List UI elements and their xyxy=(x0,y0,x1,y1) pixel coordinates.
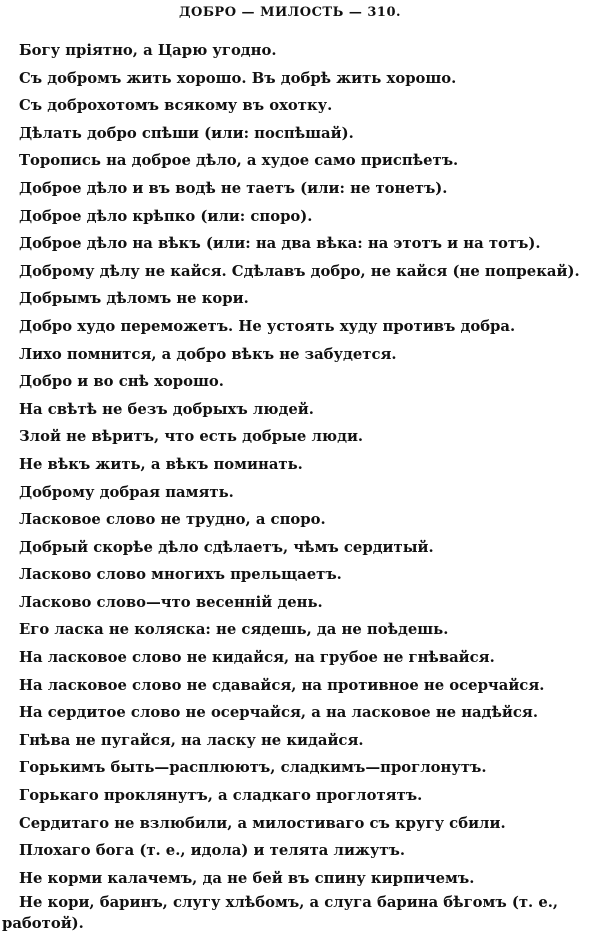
proverb-line: Злой не вѣритъ, что есть добрые люди. xyxy=(19,428,364,446)
proverb-line: Ласково слово многихъ прельщаетъ. xyxy=(19,566,342,584)
proverb-line: Лихо помнится, а добро вѣкъ не забудется. xyxy=(19,345,397,363)
proverb-line: Его ласка не коляска: не сядешь, да не поѣдешь. xyxy=(19,621,449,639)
proverb-line: Горькимъ быть—расплюютъ, сладкимъ—проглонутъ. xyxy=(19,759,487,777)
proverb-line: Торопись на доброе дѣло, а худое само приспѣетъ. xyxy=(19,152,459,170)
proverb-line: На свѣтѣ не безъ добрыхъ людей. xyxy=(19,400,314,418)
proverb-continuation: работой). xyxy=(2,915,84,933)
proverb-line: Ласковое слово не трудно, а споро. xyxy=(19,511,326,529)
proverb-line: Доброму дѣлу не кайся. Сдѣлавъ добро, не кайся (не попрекай). xyxy=(19,262,580,280)
proverb-line: Не корми калачемъ, да не бей въ спину кирпичемъ. xyxy=(19,869,475,887)
proverb-line: Добрымъ дѣломъ не кори. xyxy=(19,290,249,308)
proverb-line: Сердитаго не взлюбили, а милостиваго съ кругу сбили. xyxy=(19,814,506,832)
proverb-line: Плохаго бога (т. е., идола) и телята лижутъ. xyxy=(19,842,406,860)
proverb-line: Доброе дѣло крѣпко (или: споро). xyxy=(19,207,313,225)
proverb-line: На сердитое слово не осерчайся, а на ласковое не надѣйся. xyxy=(19,704,538,722)
proverb-list xyxy=(0,37,600,935)
proverb-line: Ласково слово—что весеннiй день. xyxy=(19,593,323,611)
proverb-line: Добрый скорѣе дѣло сдѣлаетъ, чѣмъ сердитый. xyxy=(19,538,434,556)
running-head: ДОБРО — МИЛОСТЬ — 310. xyxy=(178,5,402,20)
proverb-line: Горькаго проклянутъ, а сладкаго проглотятъ. xyxy=(19,787,423,805)
proverb-line: Богу прiятно, а Царю угодно. xyxy=(19,42,277,59)
proverb-line: Доброму добрая память. xyxy=(19,483,234,501)
proverb-line: Не вѣкъ жить, а вѣкъ поминать. xyxy=(19,455,303,473)
proverb-line: На ласковое слово не кидайся, на грубое не гнѣвайся. xyxy=(19,649,495,667)
proverb-line: Не кори, баринъ, слугу хлѣбомъ, а слуга барина бѣгомъ (т. е., xyxy=(19,894,559,912)
proverb-line: Добро и во снѣ хорошо. xyxy=(19,373,224,391)
proverb-line: Гнѣва не пугайся, на ласку не кидайся. xyxy=(19,731,364,749)
proverb-line: Съ доброхотомъ всякому въ охотку. xyxy=(19,97,333,115)
proverb-line: Съ добромъ жить хорошо. Въ добрѣ жить хорошо. xyxy=(19,69,457,87)
proverb-line: Доброе дѣло на вѣкъ (или: на два вѣка: на этотъ и на тотъ). xyxy=(19,235,541,253)
proverb-line: Добро худо переможетъ. Не устоять худу противъ добра. xyxy=(19,317,516,335)
proverb-line: На ласковое слово не сдавайся, на противное не осерчайся. xyxy=(19,676,545,694)
proverb-line: Дѣлать добро спѣши (или: поспѣшай). xyxy=(19,124,354,142)
proverb-line: Доброе дѣло и въ водѣ не таетъ (или: не тонетъ). xyxy=(19,179,448,197)
